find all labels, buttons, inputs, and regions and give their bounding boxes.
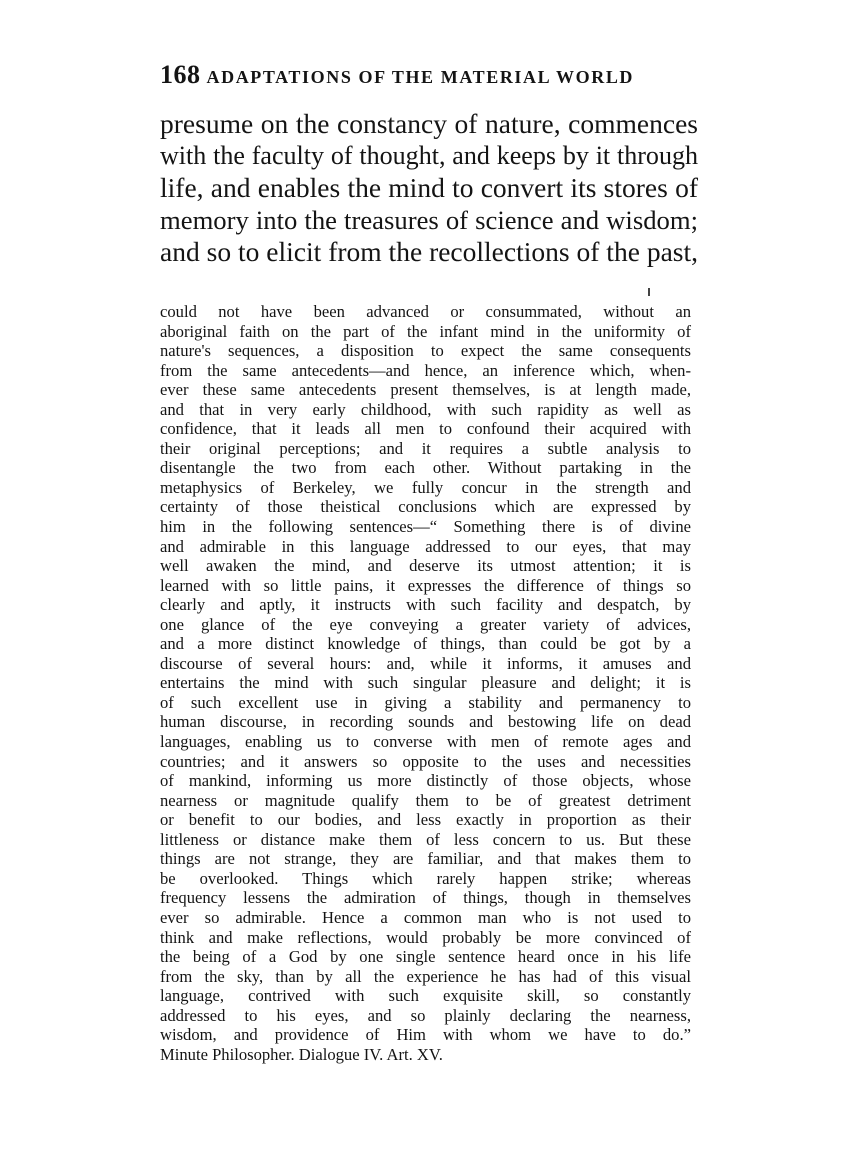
body-line: presume on the constancy of nature, commences [160, 108, 698, 139]
footnote-line: discourse of several hours: and, while it informs, it amuses and [160, 653, 691, 673]
footnote-line: learned with so little pains, it expresses the difference of things so [160, 575, 691, 595]
footnote-line: aboriginal faith on the part of the infant mind in the uniformity of [160, 321, 691, 341]
running-title: ADAPTATIONS OF THE MATERIAL WORLD [206, 67, 635, 87]
footnote [160, 302, 691, 1064]
footnote-line: disentangle the two from each other. Without partaking in the [160, 458, 691, 478]
footnote-line: think and make reflections, would probably be more convinced of [160, 927, 691, 947]
footnote-line: nature's sequences, a disposition to expect the same consequents [160, 341, 691, 361]
footnote-line: could not have been advanced or consummated, without an [160, 302, 691, 321]
footnote-line: entertains the mind with such singular pleasure and delight; it is [160, 673, 691, 693]
footnote-line: wisdom, and providence of Him with whom we have to do.” [160, 1025, 691, 1045]
footnote-line: languages, enabling us to converse with men of remote ages and [160, 732, 691, 752]
footnote-line: clearly and aptly, it instructs with such facility and despatch, by [160, 595, 691, 615]
body-line: and so to elicit from the recollections of the past, [160, 236, 698, 267]
footnote-line: human discourse, in recording sounds and bestowing life on dead [160, 712, 691, 732]
footnote-line: addressed to his eyes, and so plainly declaring the nearness, [160, 1005, 691, 1025]
footnote-line: and that in very early childhood, with such rapidity as well as [160, 399, 691, 419]
footnote-line: from the same antecedents—and hence, an inference which, when- [160, 360, 691, 380]
footnote-line: confidence, that it leads all men to confound their acquired with [160, 419, 691, 439]
footnote-line: frequency lessens the admiration of things, though in themselves [160, 888, 691, 908]
footnote-line: the being of a God by one single sentence heard once in his life [160, 947, 691, 967]
footnote-line: and admirable in this language addressed to our eyes, that may [160, 536, 691, 556]
footnote-line: of mankind, informing us more distinctly of those objects, whose [160, 771, 691, 791]
page-number: 168 [160, 60, 201, 89]
body-line: memory into the treasures of science and wisdom; [160, 205, 698, 235]
footnote-line: certainty of those theistical conclusions which are expressed by [160, 497, 691, 517]
footnote-line: things are not strange, they are familiar, and that makes them to [160, 849, 691, 869]
body-line: with the faculty of thought, and keeps by it through [160, 141, 698, 170]
footnote-line: or benefit to our bodies, and less exactly in proportion as their [160, 810, 691, 830]
running-head [160, 60, 700, 90]
printer-mark [648, 288, 650, 296]
footnote-line: nearness or magnitude qualify them to be of greatest detriment [160, 790, 691, 810]
footnote-citation: Minute Philosopher. Dialogue IV. Art. XV. [160, 1044, 443, 1064]
footnote-line: countries; and it answers so opposite to the uses and necessities [160, 751, 691, 771]
footnote-line: ever so admirable. Hence a common man who is not used to [160, 907, 691, 927]
footnote-line: be overlooked. Things which rarely happen strike; whereas [160, 868, 691, 888]
footnote-line: of such excellent use in giving a stability and permanency to [160, 692, 691, 712]
footnote-line: language, contrived with such exquisite skill, so constantly [160, 986, 691, 1006]
footnote-line: and a more distinct knowledge of things, than could be got by a [160, 634, 691, 654]
footnote-line: metaphysics of Berkeley, we fully concur in the strength and [160, 477, 691, 497]
footnote-line: their original perceptions; and it requires a subtle analysis to [160, 438, 691, 458]
body-line: life, and enables the mind to convert its stores of [160, 172, 698, 203]
footnote-line: one glance of the eye conveying a greater variety of advices, [160, 614, 691, 634]
footnote-line: him in the following sentences—“ Something there is of divine [160, 517, 691, 537]
footnote-line: from the sky, than by all the experience he has had of this visual [160, 966, 691, 986]
main-body-text [160, 108, 698, 268]
footnote-line: ever these same antecedents present themselves, is at length made, [160, 380, 691, 400]
footnote-line: well awaken the mind, and deserve its utmost attention; it is [160, 556, 691, 576]
footnote-line: littleness or distance make them of less concern to us. But these [160, 829, 691, 849]
